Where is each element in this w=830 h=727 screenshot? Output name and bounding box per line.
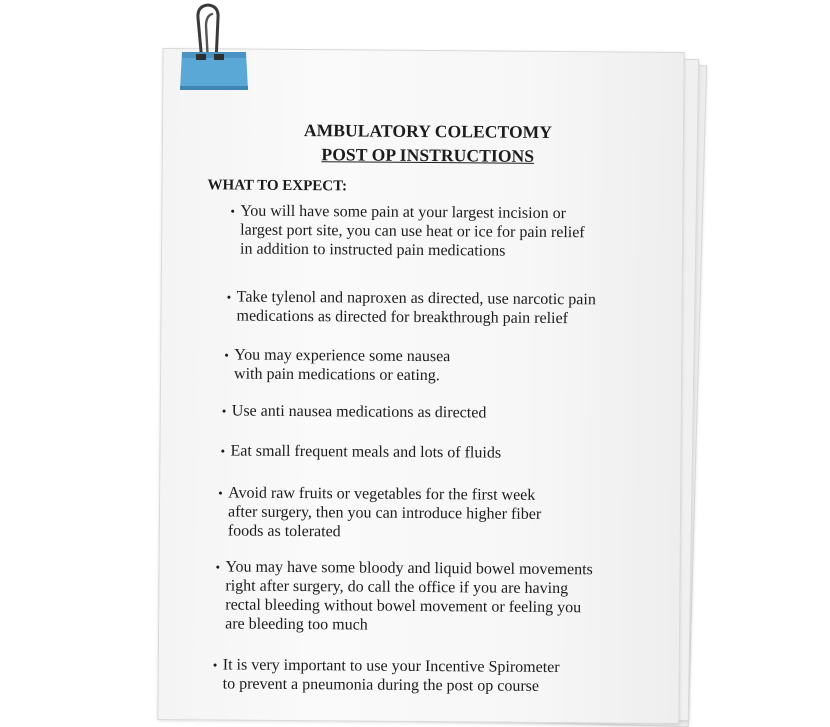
bullet-line: Use anti nausea medications as directed [231,402,487,422]
bullet-line: with pain medications or eating. [234,365,440,385]
bullet-line: after surgery, then you can introduce higher fiber [227,503,542,523]
bullet-item [226,288,596,329]
bullet-dot-icon: • [221,403,227,419]
bullet-item [218,483,542,542]
section-heading: WHAT TO EXPECT: [207,177,348,195]
bullet-line: foods as tolerated [227,522,341,541]
bullet-dot-icon: • [230,203,235,219]
bullet-line: to prevent a pneumonia during the post op course [222,675,540,695]
document-subtitle: POST OP INSTRUCTIONS [321,144,535,166]
bullet-line: medications as directed for breakthrough pain relief [236,307,569,328]
bullet-line: right after surgery, do call the office if you are having [225,577,569,598]
bullet-item [212,655,560,696]
bullet-dot-icon: • [218,485,223,501]
bullet-line: Avoid raw fruits or vegetables for the first week [228,484,536,504]
bullet-dot-icon: • [215,559,221,575]
bullet-line: largest port site, you can use heat or ice for pain relief [240,221,585,242]
bullet-line: rectal bleeding without bowel movement or feeling you [225,596,582,617]
bullet-line: It is very important to use your Incentive Spirometer [222,656,560,677]
bullet-line: in addition to instructed pain medications [240,240,506,260]
bullet-item [220,442,502,463]
bullet-line: Take tylenol and naproxen as directed, use narcotic pain [236,288,596,309]
bullet-line: Eat small frequent meals and lots of fluids [230,442,502,462]
bullet-line: You may have some bloody and liquid bowel movements [225,558,593,579]
document-title: AMBULATORY COLECTOMY [303,120,553,143]
binder-clip-icon [176,0,256,100]
bullet-line: You may experience some nausea [234,346,451,366]
bullet-item [221,402,487,423]
bullet-dot-icon: • [212,657,218,673]
front-sheet [157,48,684,724]
bullet-dot-icon: • [226,289,232,305]
bullet-dot-icon: • [224,347,229,363]
bullet-item [224,346,451,386]
document-content [158,49,683,723]
bullet-item [215,557,593,636]
bullet-line: are bleeding too much [225,615,368,634]
bullet-line: You will have some pain at your largest incision or [240,202,567,223]
bullet-item [230,202,585,262]
bullet-dot-icon: • [220,443,226,459]
